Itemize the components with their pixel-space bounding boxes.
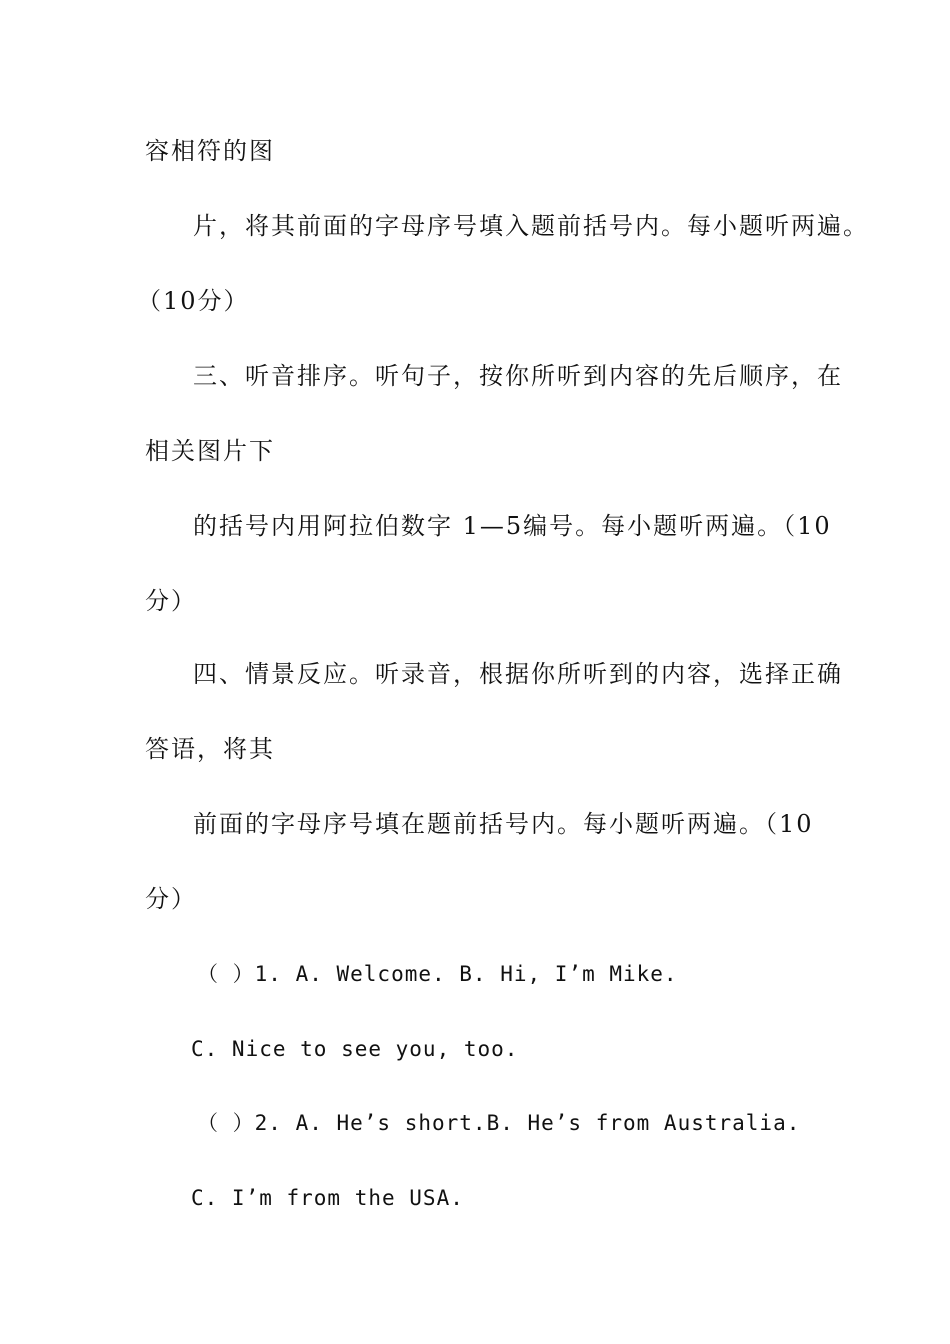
question-1-option-c: C. Nice to see you, too. [191, 1037, 519, 1061]
section-3-heading: 三、听音排序。听句子，按你所听到内容的先后顺序，在 [193, 362, 843, 390]
question-2-options-ab: （ ）2. A. He’s short.B. He’s from Australia. [197, 1111, 801, 1135]
section-4-heading: 四、情景反应。听录音，根据你所听到的内容，选择正确 [193, 660, 843, 688]
text-line-9: 答语，将其 [145, 735, 275, 763]
question-2-option-c: C. I’m from the USA. [191, 1186, 464, 1210]
text-line-3: （10分） [137, 287, 250, 315]
question-1-options-ab: （ ）1. A. Welcome. B. Hi, I’m Mike. [197, 962, 678, 986]
text-line-2: 片，将其前面的字母序号填入题前括号内。每小题听两遍。 [193, 212, 869, 240]
text-line-10: 前面的字母序号填在题前括号内。每小题听两遍。（10 [193, 810, 814, 838]
text-line-11: 分） [145, 885, 197, 913]
text-line-5: 相关图片下 [145, 437, 275, 465]
text-line-6: 的括号内用阿拉伯数字 1—5编号。每小题听两遍。（10 [193, 512, 832, 540]
text-line-7: 分） [145, 587, 197, 615]
text-line-1: 容相符的图 [145, 137, 275, 165]
